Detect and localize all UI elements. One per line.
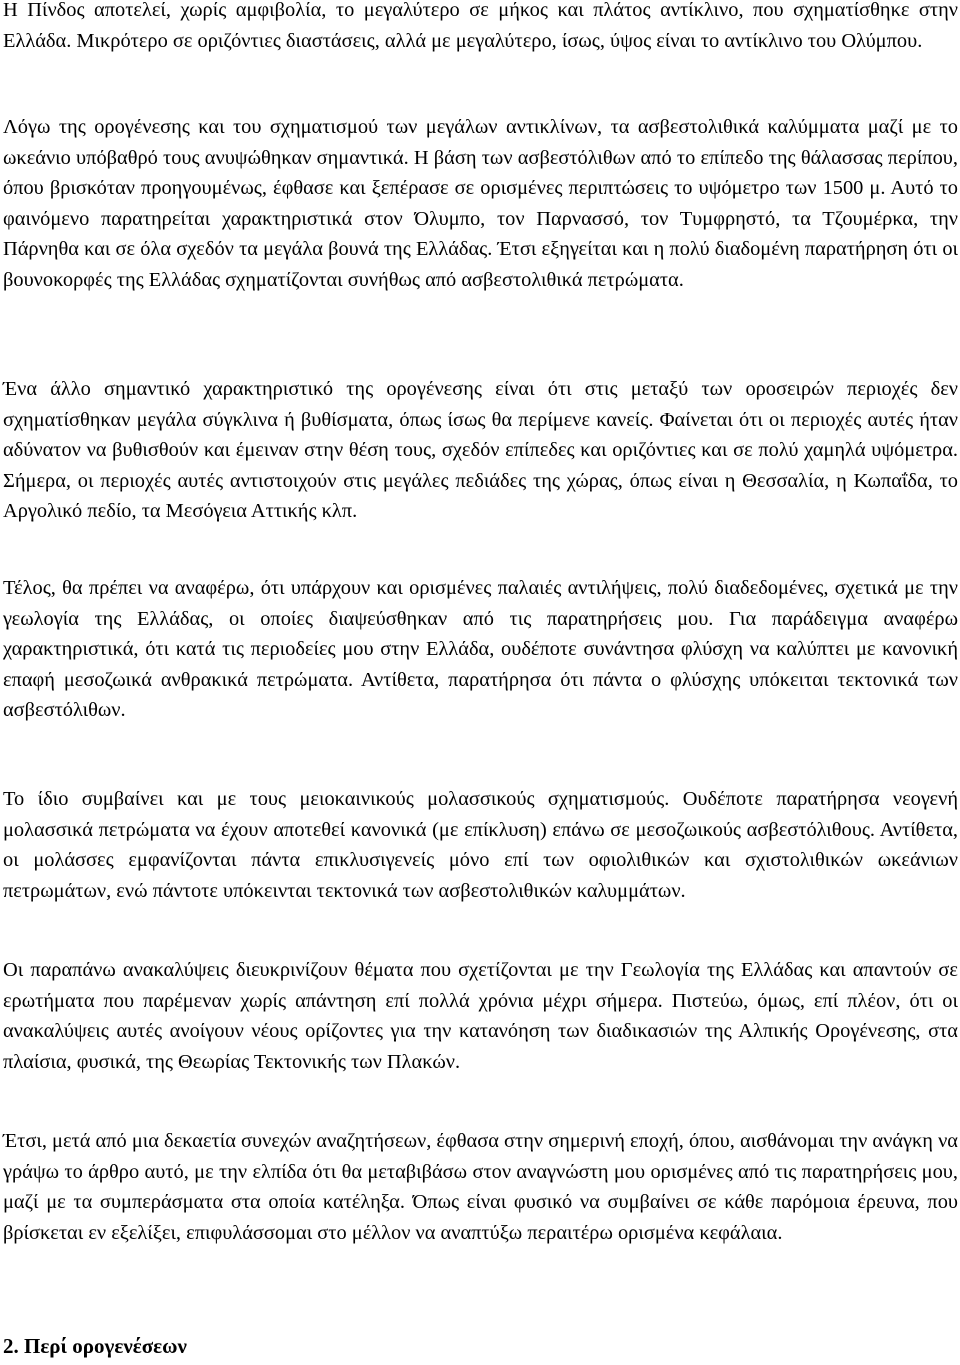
paragraph-old-beliefs: Τέλος, θα πρέπει να αναφέρω, ότι υπάρχουν και ορισμένες παλαιές αντιλήψεις, πολύ διαδεδομένες, σχετικά με την γεωλογία της Ελλάδας, οι οποίες διαψεύσθηκαν από τις παρατηρήσεις μου. Για παράδειγμα αναφέρω χαρακτηριστικά, ότι κατά τις περιοδείες μου στην Ελλάδα, ουδέποτε συνάντησα φλύσχη να καλύπτει με κανονική επαφή μεσοζωικά ανθρακικά πετρώματα. Αντίθετα, παρατήρησα ότι πάντα ο φλύσχης υπόκειται τεκτονικά των ασβεστόλιθων. [3, 577, 958, 722]
paragraph-orogeny-uplift: Λόγω της ορογένεσης και του σχηματισμού των μεγάλων αντικλίνων, τα ασβεστολιθικά καλύμματα μαζί με το ωκεάνιο υπόβαθρό τους ανυψώθηκαν σημαντικά. Η βάση των ασβεστόλιθων από το επίπεδο της θάλασσας περίπου, όπου βρισκόταν προηγουμένως, έφθασε και ξεπέρασε σε ορισμένες περιπτώσεις το υψόμετρο των 1500 μ. Αυτό το φαινόμενο παρατηρείται χαρακτηριστικά στον Όλυμπο, τον Παρνασσό, τον Τυμφρηστό, τα Τζουμέρκα, την Πάρνηθα και σε όλα σχεδόν τα μεγάλα βουνά της Ελλάδας. Έτσι εξηγείται και η πολύ διαδομένη παρατήρηση ότι οι βουνοκορφές της Ελλάδας σχηματίζονται συνήθως από ασβεστολιθικά πετρώματα. [3, 116, 958, 291]
paragraph-conclusion: Έτσι, μετά από μια δεκαετία συνεχών αναζητήσεων, έφθασα στην σημερινή εποχή, όπου, αισθάνομαι την ανάγκη να γράψω το άρθρο αυτό, με την ελπίδα ότι θα μεταβιβάσω στον αναγνώστη μου ορισμένες από τις παρατηρήσεις μου, μαζί με τα συμπεράσματα στα οποία κατέληξα. Όπως είναι φυσικό να συμβαίνει σε κάθε παρόμοια έρευνα, που βρίσκεται εν εξελίξει, επιφυλάσσομαι στο μέλλον να αναπτύξω περαιτέρω ορισμένα κεφάλαια. [3, 1130, 958, 1244]
paragraph-molasse: Το ίδιο συμβαίνει και με τους μειοκαινικούς μολασσικούς σχηματισμούς. Ουδέποτε παρατήρησα νεογενή μολασσικά πετρώματα να έχουν αποτεθεί κανονικά (με επίκλυση) επάνω σε μεσοζωικούς ασβεστόλιθους. Αντίθετα, οι μολάσσες εμφανίζονται πάντα επικλυσιγενείς μόνο επί των οφιολιθικών και σχιστολιθικών ωκεάνιων πετρωμάτων, ενώ πάντοτε υπόκεινται τεκτονικά των ασβεστολιθικών καλυμμάτων. [3, 788, 958, 902]
paragraph-plains: Ένα άλλο σημαντικό χαρακτηριστικό της ορογένεσης είναι ότι στις μεταξύ των οροσειρών περιοχές δεν σχηματίσθηκαν μεγάλα σύγκλινα ή βυθίσματα, όπως ίσως θα περίμενε κανείς. Φαίνεται ότι οι περιοχές αυτές ήταν αδύνατον να βυθισθούν και έμειναν στην θέση τους, σχεδόν επίπεδες και οριζόντιες και σε πολύ χαμηλά υψόμετρα. Σήμερα, οι περιοχές αυτές αντιστοιχούν στις μεγάλες πεδιάδες της χώρας, όπως είναι η Θεσσαλία, η Κωπαΐδα, το Αργολικό πεδίο, τα Μεσόγεια Αττικής κλπ. [3, 378, 958, 523]
section-heading: 2. Περί ορογενέσεων [3, 1334, 187, 1358]
paragraph-pindos: Η Πίνδος αποτελεί, χωρίς αμφιβολία, το μεγαλύτερο σε μήκος και πλάτος αντίκλινο, που σχηματίσθηκε στην Ελλάδα. Μικρότερο σε οριζόντιες διαστάσεις, αλλά με μεγαλύτερο, ίσως, ύψος είναι το αντίκλινο του Ολύμπου. [3, 0, 958, 52]
paragraph-discoveries: Οι παραπάνω ανακαλύψεις διευκρινίζουν θέματα που σχετίζονται με την Γεωλογία της Ελλάδας και απαντούν σε ερωτήματα που παρέμεναν χωρίς απάντηση επί πολλά χρόνια μέχρι σήμερα. Πιστεύω, όμως, επί πλέον, ότι οι ανακαλύψεις αυτές ανοίγουν νέους ορίζοντες για την κατανόηση των διαδικασιών της Αλπικής Ορογένεσης, στα πλαίσια, φυσικά, της Θεωρίας Τεκτονικής των Πλακών. [3, 959, 958, 1073]
